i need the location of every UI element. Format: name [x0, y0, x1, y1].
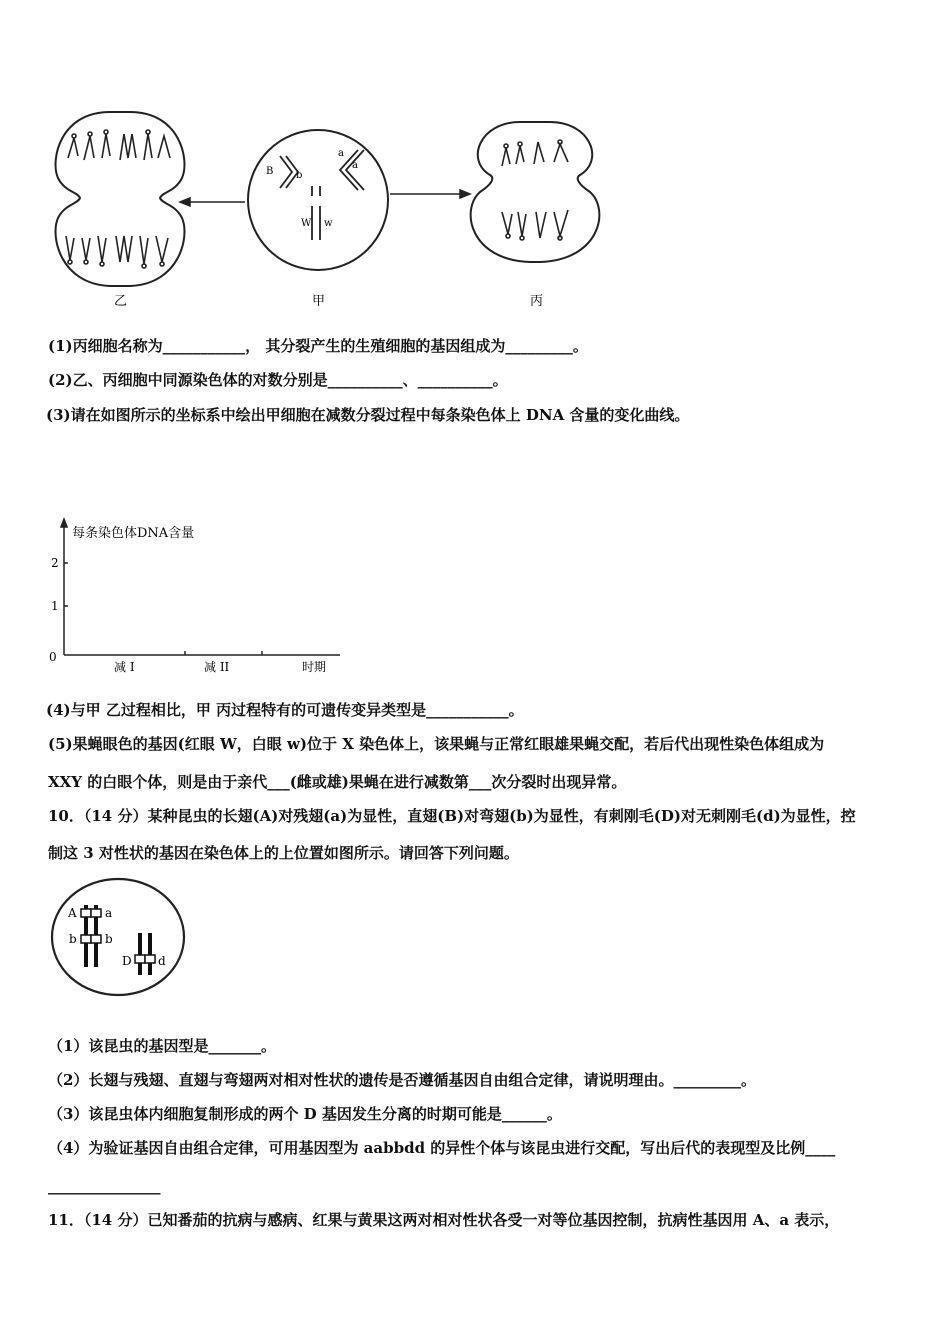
arrow-jia-to-bing	[390, 190, 470, 198]
q10-part4: （4）为验证基因自由组合定律，可用基因型为 aabbdd 的异性个体与该昆虫进行交配，写出后代的表现型及比例____	[48, 1139, 836, 1157]
graph-y-tick-2: 2	[51, 556, 59, 570]
gene-b-label: b	[296, 170, 303, 181]
gene-b-left: b	[69, 932, 77, 946]
label-bing: 丙	[530, 294, 544, 309]
gene-B-label: B	[266, 166, 274, 177]
cell-yi-upper-chromosomes	[68, 130, 170, 160]
q10-part1: （1）该昆虫的基因型是_______。	[48, 1037, 276, 1055]
q10-intro-line2: 制这 3 对性状的基因在染色体上的上位置如图所示。请回答下列问题。	[48, 844, 519, 862]
label-jia: 甲	[312, 294, 326, 309]
cell-bing-upper-chromosomes	[502, 140, 568, 166]
arrow-jia-to-yi	[180, 198, 245, 206]
cell-yi-lower-chromosomes	[66, 236, 168, 268]
q9-part3: (3)请在如图所示的坐标系中绘出甲细胞在减数分裂过程中每条染色体上 DNA 含量的变化曲线。	[46, 406, 690, 424]
q9-part1: (1)丙细胞名称为___________， 其分裂产生的生殖细胞的基因组成为_________。	[48, 337, 588, 355]
gene-a-label-2: a	[352, 160, 358, 171]
q9-part5-line2: XXY 的白眼个体，则是由于亲代___(雌或雄)果蝇在进行减数第___次分裂时出现异常。	[48, 773, 627, 791]
gene-A: A	[68, 906, 77, 920]
gene-a: a	[105, 906, 113, 920]
q10-part3: （3）该昆虫体内细胞复制形成的两个 D 基因发生分离的时期可能是______。	[48, 1105, 562, 1123]
q9-part2: (2)乙、丙细胞中同源染色体的对数分别是__________、__________。	[48, 371, 508, 389]
label-yi: 乙	[114, 294, 128, 309]
q11-intro: 11．（14 分）已知番茄的抗病与感病、红果与黄果这两对相对性状各受一对等位基因控制，抗病性基因用 A、a 表示，	[48, 1211, 840, 1229]
graph-x-label-time: 时期	[302, 660, 327, 674]
graph-y-label: 每条染色体DNA含量	[72, 526, 195, 541]
q10-part4-continuation: _______________	[48, 1177, 161, 1195]
graph-x-label-meiosis2: 减 II	[204, 660, 230, 674]
cell-jia-outline	[248, 130, 388, 270]
graph-x-label-meiosis1: 减 I	[114, 660, 135, 674]
q9-part4: (4)与甲 乙过程相比，甲 丙过程特有的可遗传变异类型是___________。	[46, 701, 524, 719]
gene-W-label: W	[301, 218, 312, 229]
gene-b-right: b	[105, 932, 113, 946]
graph-y-tick-0: 0	[49, 650, 57, 664]
insect-chromosome-figure	[48, 875, 198, 1000]
q9-part5-line1: (5)果蝇眼色的基因(红眼 W，白眼 w)位于 X 染色体上，该果蝇与正常红眼雄果蝇交配，若后代出现性染色体组成为	[48, 735, 825, 753]
cell-bing-outline	[471, 122, 600, 262]
cell-division-figure	[40, 100, 620, 315]
q10-part2: （2）长翅与残翅、直翅与弯翅两对相对性状的遗传是否遵循基因自由组合定律，请说明理由。_________。	[48, 1071, 756, 1089]
cell-bing-lower-chromosomes	[502, 210, 568, 240]
q10-intro-line1: 10．（14 分）某种昆虫的长翅(A)对残翅(a)为显性，直翅(B)对弯翅(b)为显性，有刺刚毛(D)对无刺刚毛(d)为显性，控	[48, 807, 856, 825]
gene-d: d	[158, 954, 166, 968]
graph-y-tick-1: 1	[51, 599, 59, 613]
gene-w-label: w	[324, 218, 333, 229]
dna-content-graph	[40, 515, 350, 680]
gene-a-label-1: a	[338, 148, 344, 159]
gene-D: D	[122, 954, 132, 968]
